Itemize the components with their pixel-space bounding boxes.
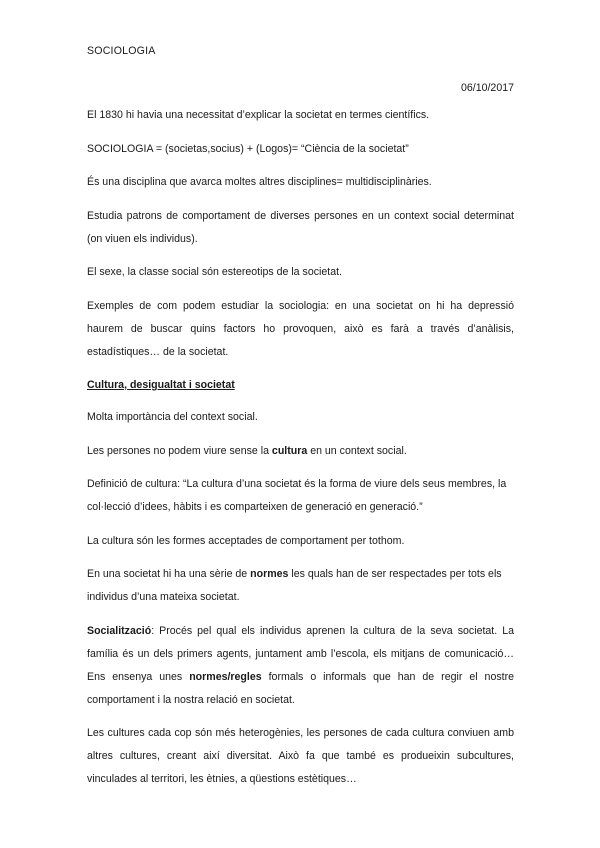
paragraph-accepted-forms: La cultura són les formes acceptades de comportament per tothom. (87, 534, 405, 547)
paragraph-context: Molta importància del context social. (87, 411, 258, 423)
section-heading: Cultura, desigualtat i societat (87, 379, 235, 391)
text-run: formals o informals que han de regir el nostre comportament i la nostra relació en societat. (87, 670, 514, 706)
text-run: en un context social. (307, 444, 407, 457)
paragraph-culture-definition: Definició de cultura: “La cultura d’una societat és la forma de viure dels seus membres, la col·lecció d’idees, hàbits i es comparteixen de generació en generació.” (87, 478, 507, 513)
document-body (87, 104, 514, 802)
paragraph-heterogeneity: Les cultures cada cop són més heterogènies, les persones de cada cultura conviuen amb altres cultures, creant així diversitat. Això fa que també es produeixin subcultures, vinculades al territori, les ètnies, a qüestions estètiques… (87, 727, 514, 785)
document-title: SOCIOLOGIA (87, 45, 156, 57)
bold-term-cultura: cultura (271, 444, 308, 457)
paragraph-stereotypes: El sexe, la classe social són estereotips de la societat. (87, 266, 342, 278)
paragraph-discipline: És una disciplina que avarca moltes altres disciplines= multidisciplinàries. (87, 176, 432, 188)
text-run: les quals han de ser respectades per tots els individus d’una mateixa societat. (87, 568, 502, 603)
text-run: : Procés pel qual els individus aprenen la cultura de la seva societat. La família és un dels primers agents, juntament amb l’escola, els mitjans de comunicació… Ens ensenya unes (87, 624, 514, 683)
paragraph-patterns: Estudia patrons de comportament de diverses persones en un context social determinat (on viuen els individus). (87, 209, 514, 245)
bold-term-normes: normes (250, 568, 289, 580)
paragraph-culture-need (87, 440, 514, 463)
paragraph-1830: El 1830 hi havia una necessitat d’explicar la societat en termes científics. (87, 109, 430, 121)
paragraph-sociologia-definition: SOCIOLOGIA = (societas,socius) + (Logos)= “Ciència de la societat” (87, 142, 409, 155)
document-date: 06/10/2017 (460, 82, 514, 94)
text-run: Les persones no podem viure sense la (87, 444, 272, 457)
paragraph-norms (87, 563, 514, 609)
paragraph-examples: Exemples de com podem estudiar la sociologia: en una societat on hi ha depressió haurem de buscar quins factors ho provoquen, això es farà a través d’anàlisis, estadístiques… de la societat. (87, 299, 514, 358)
text-run: En una societat hi ha una sèrie de (87, 568, 251, 580)
bold-term-normes-regles: normes/regles (189, 670, 262, 683)
bold-term-socialitzacio: Socialització (87, 624, 152, 637)
paragraph-socialization (87, 620, 514, 712)
